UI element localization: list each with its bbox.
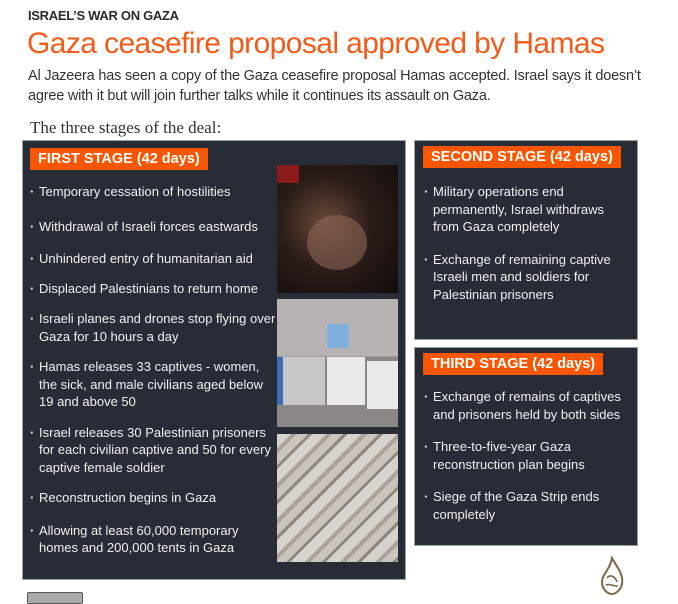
stages-label: The three stages of the deal: — [30, 118, 222, 137]
list-item: · Withdrawal of Israeli forces eastwards — [29, 218, 279, 236]
second-stage-list — [423, 183, 633, 303]
list-item: · Military operations end permanently, Israel withdraws from Gaza completely — [423, 183, 633, 236]
first-stage-list — [29, 183, 279, 557]
list-item: · Unhindered entry of humanitarian aid — [29, 250, 279, 268]
stage-heading: THIRD STAGE (42 days) — [423, 353, 603, 375]
al-jazeera-logo-icon — [598, 556, 626, 596]
stage-heading: FIRST STAGE (42 days) — [30, 148, 208, 170]
list-item: · Allowing at least 60,000 temporary homes and 200,000 tents in Gaza — [29, 522, 279, 557]
list-item: · Siege of the Gaza Strip ends completely — [423, 488, 638, 523]
second-stage-panel — [414, 140, 638, 340]
stage-heading: SECOND STAGE (42 days) — [423, 146, 621, 168]
people-embracing-photo — [277, 165, 398, 293]
list-item: · Exchange of remaining captive Israeli men and soldiers for Palestinian prisoners — [423, 251, 633, 304]
subtitle: Al Jazeera has seen a copy of the Gaza ceasefire proposal Hamas accepted. Israel says it doesn’t agree with it but will join further talks while it continues its assault on Gaza. — [28, 68, 641, 104]
first-stage-panel — [22, 140, 406, 580]
list-item: · Three-to-five-year Gaza reconstruction plan begins — [423, 438, 638, 473]
aid-trucks-photo — [277, 299, 398, 427]
list-item: · Exchange of remains of captives and prisoners held by both sides — [423, 388, 638, 423]
creative-commons-icon — [27, 592, 83, 604]
third-stage-list — [423, 388, 638, 523]
tent-camp-photo — [277, 434, 398, 562]
page-title: Gaza ceasefire proposal approved by Hamas — [27, 27, 605, 60]
list-item: · Reconstruction begins in Gaza — [29, 489, 279, 507]
list-item: · Displaced Palestinians to return home — [29, 280, 279, 298]
list-item: · Israel releases 30 Palestinian prisoners for each civilian captive and 50 for every captive female soldier — [29, 424, 279, 477]
list-item: · Temporary cessation of hostilities — [29, 183, 279, 201]
kicker: ISRAEL’S WAR ON GAZA — [28, 8, 179, 23]
list-item: · Israeli planes and drones stop flying over Gaza for 10 hours a day — [29, 310, 279, 345]
third-stage-panel — [414, 347, 638, 546]
list-item: · Hamas releases 33 captives - women, the sick, and male civilians aged below 19 and above 50 — [29, 358, 279, 411]
